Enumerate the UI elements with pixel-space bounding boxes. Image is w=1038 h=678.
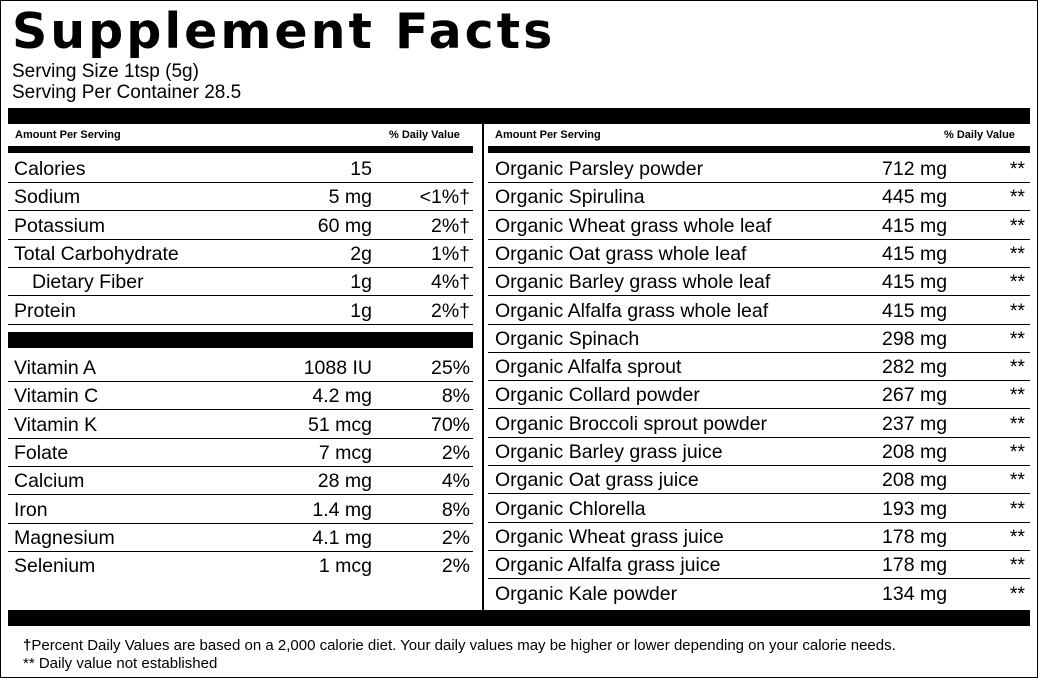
vitamin-row-amount: 51 mcg [308,413,372,436]
ingredient-row-amount: 298 mg [882,327,948,350]
vitamin-row-dv: 8% [441,498,470,521]
nutrient-row-amount: 2g [350,242,372,265]
ingredient-row [488,551,1030,579]
nutrient-row-dv: 2%† [430,214,470,237]
ingredient-row-name: Organic Chlorella [495,497,646,520]
vitamin-row-name: Selenium [14,555,96,578]
ingredient-row-name: Organic Parsley powder [495,158,704,180]
ingredient-row-amount: 282 mg [882,356,948,379]
ingredient-row-dv: ** [1009,214,1025,237]
nutrient-row-name: Dietary Fiber [32,271,144,294]
ingredient-row-dv: ** [1009,186,1025,209]
ingredient-row-dv: ** [1009,327,1025,350]
ingredient-row-name: Organic Wheat grass whole leaf [495,214,772,237]
ingredient-row-dv: ** [1009,158,1025,180]
vitamin-row-dv: 2% [441,441,470,464]
vitamin-row-amount: 4.1 mg [312,526,372,549]
vitamin-row-name: Vitamin C [14,385,99,408]
ingredient-row-amount: 712 mg [882,158,948,180]
ingredient-row [488,297,1030,325]
ingredient-row-name: Organic Broccoli sprout powder [495,412,768,435]
nutrient-row-amount: 1g [350,299,372,322]
footnote-not-established: ** Daily value not established [23,655,218,672]
nutrient-row-amount: 1g [350,271,372,294]
ingredient-row [488,410,1030,438]
vitamin-row-dv: 2% [441,526,470,549]
ingredient-row-amount: 237 mg [882,412,948,435]
ingredient-row-name: Organic Spirulina [495,186,645,209]
nutrient-row [8,297,473,325]
vitamin-row [8,439,473,467]
panel-title: Supplement Facts [12,3,556,60]
ingredient-row-dv: ** [1009,384,1025,407]
nutrient-row [8,268,473,296]
ingredient-row-dv: ** [1009,497,1025,520]
nutrient-row-amount: 5 mg [328,186,372,209]
ingredient-row [488,381,1030,409]
ingredient-row-amount: 178 mg [882,525,948,548]
ingredient-row-name: Organic Alfalfa sprout [495,356,682,379]
vitamin-row-dv: 4% [441,470,470,493]
ingredient-row-amount: 134 mg [882,582,948,605]
ingredient-row-amount: 267 mg [882,384,948,407]
ingredient-row-dv: ** [1009,554,1025,577]
vitamin-row [8,354,473,382]
ingredient-row [488,495,1030,523]
serving-size: Serving Size 1tsp (5g) [12,61,199,82]
vitamin-row-name: Folate [14,441,69,464]
servings-per-container: Serving Per Container 28.5 [12,82,242,103]
nutrient-row [8,183,473,211]
nutrient-row-name: Sodium [14,186,81,209]
vitamin-row-amount: 1088 IU [303,357,372,379]
nutrient-row [8,155,473,183]
nutrient-row-name: Protein [14,299,76,322]
right-header-divider [488,146,1030,153]
thick-divider-vitamins [8,332,473,348]
ingredient-row-amount: 415 mg [882,214,948,237]
vitamin-row-amount: 28 mg [317,470,372,493]
ingredient-row-dv: ** [1009,242,1025,265]
vitamin-row [8,552,473,580]
ingredient-row-name: Organic Barley grass whole leaf [495,271,771,294]
right-header-dv: % Daily Value [944,129,1015,141]
ingredient-row-dv: ** [1009,441,1025,463]
ingredient-row [488,240,1030,268]
nutrient-row-amount: 60 mg [317,214,372,237]
ingredient-row-amount: 208 mg [882,441,948,463]
ingredient-row-dv: ** [1009,469,1025,492]
nutrient-row-name: Potassium [14,214,106,237]
ingredient-row [488,183,1030,211]
ingredient-row-name: Organic Kale powder [495,582,678,605]
vitamin-row-amount: 4.2 mg [312,385,372,408]
nutrient-row-name: Calories [14,158,86,180]
left-header-dv: % Daily Value [389,129,460,141]
ingredient-row-amount: 193 mg [882,497,948,520]
ingredient-row [488,268,1030,296]
ingredient-row [488,325,1030,353]
vitamin-row-name: Vitamin A [14,357,97,379]
ingredient-row [488,580,1030,608]
vitamin-row [8,524,473,552]
ingredient-row [488,353,1030,381]
left-header-amount: Amount Per Serving [15,129,121,141]
right-header-amount: Amount Per Serving [495,129,601,141]
vitamin-row-name: Iron [14,498,48,521]
vitamin-row-dv: 8% [441,385,470,408]
ingredient-row-name: Organic Wheat grass juice [495,525,724,548]
ingredient-row-name: Organic Collard powder [495,384,700,407]
ingredient-row-name: Organic Alfalfa grass juice [495,554,721,577]
vitamin-row [8,496,473,524]
ingredient-row-name: Organic Oat grass whole leaf [495,242,747,265]
ingredient-row [488,523,1030,551]
ingredient-row-dv: ** [1009,525,1025,548]
dagger-symbol: † [23,637,32,654]
footnote-daily-values-text: Percent Daily Values are based on a 2,000 calorie diet. Your daily values may be higher or lower depending on your calorie needs. [31,637,896,654]
ingredient-row-dv: ** [1009,582,1025,605]
ingredient-row [488,438,1030,466]
vitamin-row-amount: 1 mcg [318,555,372,578]
ingredient-row-name: Organic Alfalfa grass whole leaf [495,299,769,322]
vitamin-row-amount: 1.4 mg [312,498,372,521]
nutrient-row [8,212,473,240]
ingredient-row-dv: ** [1009,271,1025,294]
nutrient-row-dv: 2%† [430,299,470,322]
ingredient-row-amount: 445 mg [882,186,948,209]
ingredient-row-dv: ** [1009,412,1025,435]
nutrient-row-name: Total Carbohydrate [14,242,179,265]
ingredient-row-name: Organic Barley grass juice [495,441,723,463]
ingredient-row-dv: ** [1009,356,1025,379]
nutrient-row-amount: 15 [350,158,372,180]
vitamin-row-dv: 70% [430,413,470,436]
thick-divider-bottom [8,610,1030,626]
vitamin-row-amount: 7 mcg [318,441,372,464]
vitamin-row-name: Magnesium [14,526,115,549]
nutrient-row-dv: 4%† [430,271,470,294]
ingredient-row-name: Organic Spinach [495,327,640,350]
vitamin-row-name: Calcium [14,470,85,493]
vitamin-row [8,382,473,410]
nutrient-row [8,240,473,268]
column-separator [482,124,484,610]
ingredient-row-amount: 208 mg [882,469,948,492]
left-header-divider [8,146,473,153]
ingredient-row-dv: ** [1009,299,1025,322]
ingredient-row-amount: 415 mg [882,271,948,294]
nutrient-row-dv: 1%† [430,242,470,265]
footnote-daily-values [23,637,896,655]
ingredient-row-amount: 415 mg [882,242,948,265]
ingredient-row-name: Organic Oat grass juice [495,469,699,492]
ingredient-row-amount: 415 mg [882,299,948,322]
ingredient-row [488,212,1030,240]
vitamin-row-name: Vitamin K [14,413,98,436]
vitamin-row [8,467,473,495]
ingredient-row [488,466,1030,494]
vitamin-row-dv: 2% [441,555,470,578]
ingredient-row-amount: 178 mg [882,554,948,577]
vitamin-row [8,411,473,439]
vitamin-row-dv: 25% [430,357,470,379]
ingredient-row [488,155,1030,183]
nutrient-row-dv: <1%† [419,186,470,209]
thick-divider-top [8,108,1030,124]
